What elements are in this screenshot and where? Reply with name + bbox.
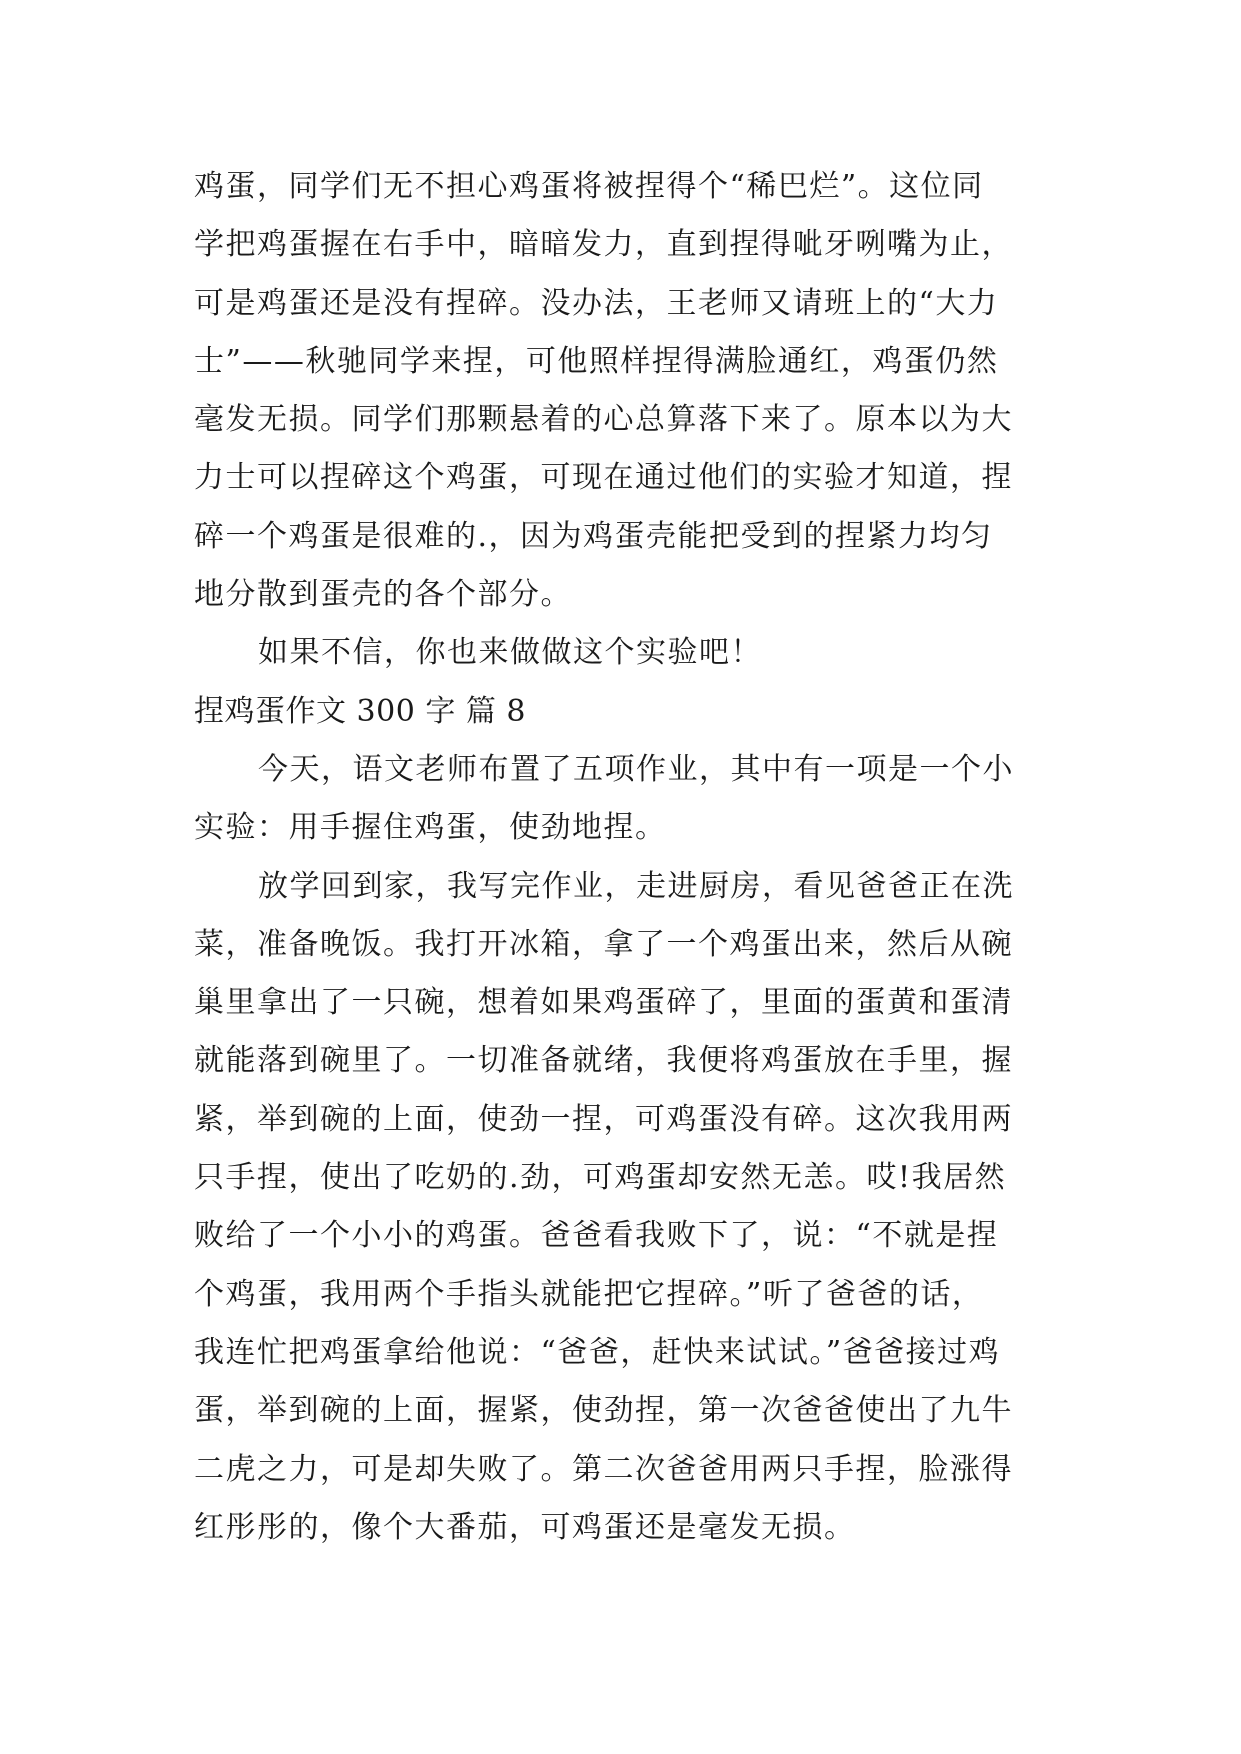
text-line: 败给了一个小小的鸡蛋。爸爸看我败下了，说：“不就是捏 <box>194 1218 999 1254</box>
text-line: 力士可以捏碎这个鸡蛋，可现在通过他们的实验才知道，捏 <box>194 460 1013 496</box>
text-line: 紧，举到碗的上面，使劲一捏，可鸡蛋没有碎。这次我用两 <box>194 1101 1013 1137</box>
section-heading: 捏鸡蛋作文 300 字 篇 8 <box>194 693 526 729</box>
text-line: 只手捏，使出了吃奶的.劲，可鸡蛋却安然无恙。哎!我居然 <box>194 1160 1007 1196</box>
document-body <box>194 158 1054 1557</box>
text-line: 如果不信，你也来做做这个实验吧！ <box>258 635 762 671</box>
paragraph-continued <box>194 158 1054 624</box>
text-line: 我连忙把鸡蛋拿给他说：“爸爸，赶快来试试。”爸爸接过鸡 <box>194 1334 1001 1370</box>
text-line: 巢里拿出了一只碗，想着如果鸡蛋碎了，里面的蛋黄和蛋清 <box>194 985 1013 1021</box>
text-line: 学把鸡蛋握在右手中，暗暗发力，直到捏得呲牙咧嘴为止， <box>194 227 1013 263</box>
paragraph-story <box>194 858 1054 1558</box>
paragraph-intro <box>194 741 1054 858</box>
text-line: 红彤彤的，像个大番茄，可鸡蛋还是毫发无损。 <box>194 1509 856 1545</box>
text-line: 蛋，举到碗的上面，握紧，使劲捏，第一次爸爸使出了九牛 <box>194 1393 1013 1429</box>
text-line: 今天，语文老师布置了五项作业，其中有一项是一个小 <box>258 751 1014 787</box>
text-line: 可是鸡蛋还是没有捏碎。没办法，王老师又请班上的“大力 <box>194 285 999 321</box>
text-line: 就能落到碗里了。一切准备就绪，我便将鸡蛋放在手里，握 <box>194 1043 1013 1079</box>
text-line: 个鸡蛋，我用两个手指头就能把它捏碎。”听了爸爸的话， <box>194 1276 984 1312</box>
text-line: 二虎之力，可是却失败了。第二次爸爸用两只手捏，脸涨得 <box>194 1451 1013 1487</box>
paragraph-closing <box>194 624 1054 682</box>
text-line: 实验：用手握住鸡蛋，使劲地捏。 <box>194 810 667 846</box>
text-line: 地分散到蛋壳的各个部分。 <box>194 577 572 613</box>
text-line: 士”——秋驰同学来捏，可他照样捏得满脸通红，鸡蛋仍然 <box>194 343 999 379</box>
text-line: 鸡蛋，同学们无不担心鸡蛋将被捏得个“稀巴烂”。这位同 <box>194 169 984 204</box>
text-line: 菜，准备晚饭。我打开冰箱，拿了一个鸡蛋出来，然后从碗 <box>194 926 1013 962</box>
text-line: 碎一个鸡蛋是很难的.，因为鸡蛋壳能把受到的捏紧力均匀 <box>194 518 993 554</box>
text-line: 毫发无损。同学们那颗悬着的心总算落下来了。原本以为大 <box>194 402 1013 438</box>
text-line: 放学回到家，我写完作业，走进厨房，看见爸爸正在洗 <box>258 868 1014 904</box>
